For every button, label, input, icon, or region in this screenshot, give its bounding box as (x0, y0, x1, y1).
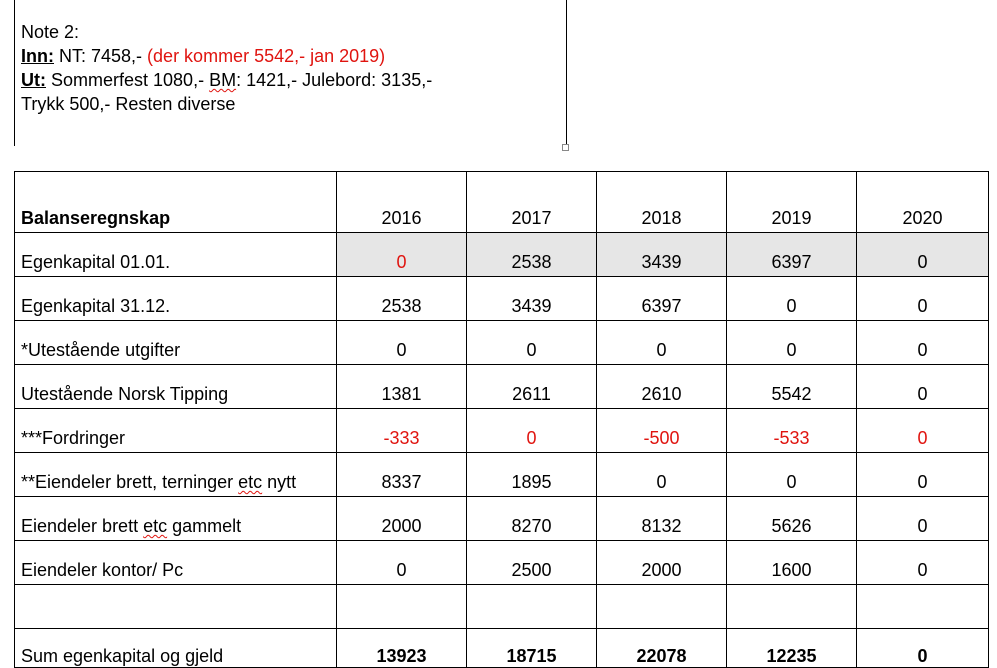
note-ut-line (21, 68, 432, 92)
cell: 6397 (727, 233, 857, 277)
cell: 2500 (467, 541, 597, 585)
table-row (15, 453, 989, 497)
row-label (15, 453, 337, 497)
note-inn-line (21, 44, 432, 68)
cell: 2538 (337, 277, 467, 321)
cell: -533 (727, 409, 857, 453)
sum-cell: 22078 (597, 629, 727, 668)
ut-text-a: Sommerfest 1080,- (46, 70, 210, 90)
row-label-a: Eiendeler brett (21, 516, 144, 536)
sum-label: Sum egenkapital og gjeld (15, 629, 337, 668)
cell: 0 (857, 365, 989, 409)
cell: 0 (597, 453, 727, 497)
sum-row (15, 629, 989, 668)
table-row (15, 541, 989, 585)
header-row (15, 172, 989, 233)
cell: 0 (857, 541, 989, 585)
inn-text: NT: 7458,- (54, 46, 148, 66)
sum-cell: 0 (857, 629, 989, 668)
cell: 0 (857, 497, 989, 541)
table-row (15, 365, 989, 409)
cell: 3439 (467, 277, 597, 321)
cell: -333 (337, 409, 467, 453)
empty-cell (467, 585, 597, 629)
table-row (15, 277, 989, 321)
resize-handle[interactable] (562, 144, 569, 151)
year-header: 2017 (467, 172, 597, 233)
cell: 0 (857, 321, 989, 365)
cell: 8337 (337, 453, 467, 497)
row-label: *Utestående utgifter (15, 321, 337, 365)
cell: 8132 (597, 497, 727, 541)
note-title: Note 2: (21, 22, 80, 42)
ut-bm: BM (209, 70, 237, 90)
cell: 0 (337, 321, 467, 365)
cell: 0 (857, 277, 989, 321)
sum-cell: 12235 (727, 629, 857, 668)
ut-text-b: : 1421,- Julebord: 3135,- (236, 70, 433, 90)
empty-cell (597, 585, 727, 629)
inn-red-text: (der kommer 5542,- jan 2019) (147, 46, 386, 66)
cell: 0 (727, 453, 857, 497)
cell: 8270 (467, 497, 597, 541)
header-label: Balanseregnskap (15, 172, 337, 233)
year-header: 2018 (597, 172, 727, 233)
cell: 0 (467, 409, 597, 453)
cell: 0 (597, 321, 727, 365)
row-label: ***Fordringer (15, 409, 337, 453)
row-label: Utestående Norsk Tipping (15, 365, 337, 409)
cell: 2000 (597, 541, 727, 585)
cell: 1381 (337, 365, 467, 409)
cell: 2000 (337, 497, 467, 541)
balance-table (14, 171, 989, 668)
year-header: 2019 (727, 172, 857, 233)
ut-label: Ut: (21, 70, 46, 90)
note-text (21, 20, 432, 116)
row-label-b: gammelt (167, 516, 242, 536)
cell: 0 (727, 321, 857, 365)
row-label: Egenkapital 31.12. (15, 277, 337, 321)
cell: 0 (857, 233, 989, 277)
empty-row (15, 585, 989, 629)
cell: 2611 (467, 365, 597, 409)
row-label-etc: etc (143, 516, 168, 536)
cell: 2610 (597, 365, 727, 409)
inn-label: Inn: (21, 46, 54, 66)
cell: 5542 (727, 365, 857, 409)
cell: 0 (857, 409, 989, 453)
year-header: 2016 (337, 172, 467, 233)
cell: 6397 (597, 277, 727, 321)
sum-cell: 13923 (337, 629, 467, 668)
table-row (15, 497, 989, 541)
row-label-a: **Eiendeler brett, terninger (21, 472, 239, 492)
cell: -500 (597, 409, 727, 453)
empty-cell (15, 585, 337, 629)
empty-cell (727, 585, 857, 629)
cell: 2538 (467, 233, 597, 277)
table-row (15, 409, 989, 453)
cell: 1895 (467, 453, 597, 497)
note-box (14, 0, 567, 146)
row-label-etc: etc (238, 472, 263, 492)
row-label: Egenkapital 01.01. (15, 233, 337, 277)
cell: 0 (857, 453, 989, 497)
cell: 1600 (727, 541, 857, 585)
row-label: Eiendeler kontor/ Pc (15, 541, 337, 585)
cell: 0 (467, 321, 597, 365)
cell: 0 (337, 541, 467, 585)
empty-cell (857, 585, 989, 629)
sum-cell: 18715 (467, 629, 597, 668)
empty-cell (337, 585, 467, 629)
table-row (15, 321, 989, 365)
cell: 0 (337, 233, 467, 277)
row-label-b: nytt (262, 472, 297, 492)
note-line4: Trykk 500,- Resten diverse (21, 94, 236, 114)
cell: 3439 (597, 233, 727, 277)
year-header: 2020 (857, 172, 989, 233)
row-label (15, 497, 337, 541)
table-row (15, 233, 989, 277)
cell: 0 (727, 277, 857, 321)
cell: 5626 (727, 497, 857, 541)
